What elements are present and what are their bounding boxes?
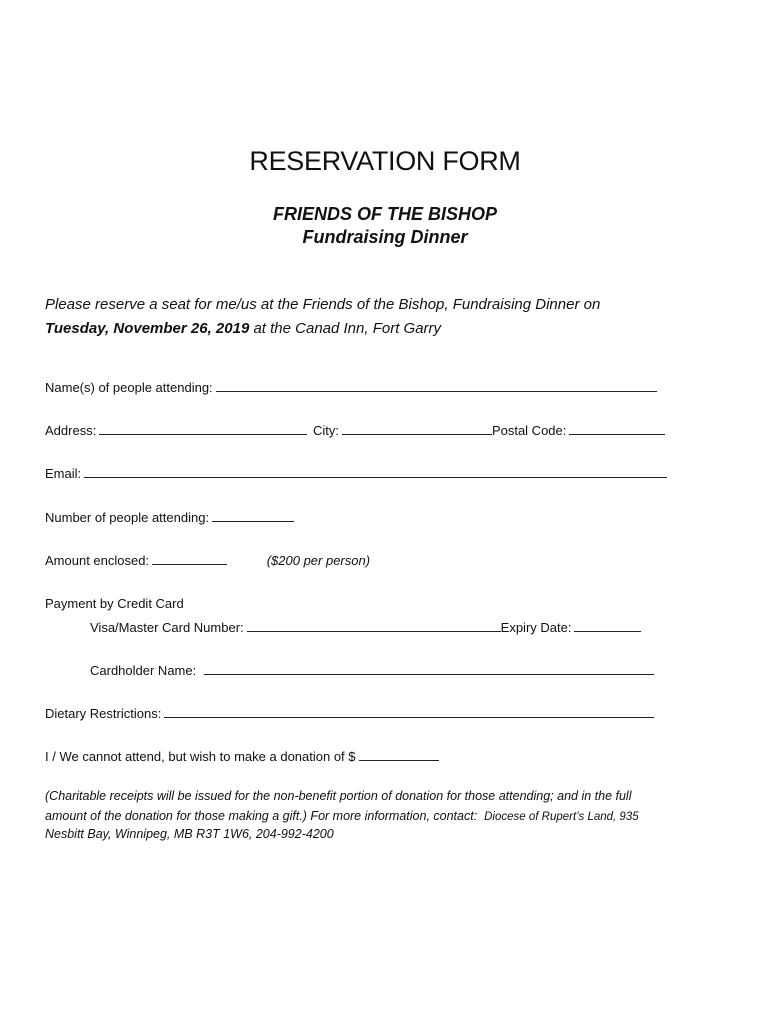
donation-row [45,748,439,764]
dietary-input-line[interactable] [164,705,654,718]
form-subtitle-dinner: Fundraising Dinner [302,227,468,247]
footer-note-line-1: (Charitable receipts will be issued for the non-benefit portion of donation for those attending; and in the full [45,789,632,803]
amount-label: Amount enclosed: [45,553,150,568]
address-label: Address: [45,423,97,438]
number-attending-label: Number of people attending: [45,510,210,525]
names-row [45,379,657,395]
dietary-label: Dietary Restrictions: [45,706,162,721]
card-number-input-line[interactable] [247,619,501,632]
donation-amount-input-line[interactable] [359,748,439,761]
payment-heading: Payment by Credit Card [45,596,184,611]
cardholder-row [90,662,654,678]
footer-note-gift-text: amount of the donation for those making a gift.) For more information, contact: [45,809,478,823]
card-number-label: Visa/Master Card Number: [90,620,244,635]
footer-note-line-2 [45,809,639,823]
expiry-date-label: Expiry Date: [500,620,572,635]
email-row [45,465,667,481]
names-label: Name(s) of people attending: [45,380,213,395]
dietary-row [45,705,654,721]
amount-row [45,552,370,568]
number-attending-input-line[interactable] [212,509,294,522]
address-row [45,422,665,438]
form-title: RESERVATION FORM [249,146,521,176]
names-input-line[interactable] [216,379,657,392]
donation-label: I / We cannot attend, but wish to make a donation of $ [45,749,356,764]
city-input-line[interactable] [342,422,492,435]
intro-line-2 [45,320,441,337]
amount-input-line[interactable] [152,552,227,565]
card-number-row [90,619,641,635]
email-input-line[interactable] [84,465,667,478]
postal-code-input-line[interactable] [569,422,665,435]
form-subtitle-event: FRIENDS OF THE BISHOP [272,204,497,224]
amount-per-person-note: ($200 per person) [266,553,371,568]
footer-note-line-3: Nesbitt Bay, Winnipeg, MB R3T 1W6, 204-992-4200 [45,827,334,841]
cardholder-input-line[interactable] [204,662,654,675]
intro-venue: at the Canad Inn, Fort Garry [249,320,442,337]
city-label: City: [312,423,339,438]
number-attending-row [45,509,294,525]
intro-date: Tuesday, November 26, 2019 [45,320,250,337]
email-label: Email: [45,466,82,481]
expiry-date-input-line[interactable] [574,619,641,632]
postal-code-label: Postal Code: [491,423,567,438]
address-input-line[interactable] [99,422,307,435]
cardholder-label: Cardholder Name: [90,663,197,678]
intro-line-1: Please reserve a seat for me/us at the Friends of the Bishop, Fundraising Dinner on [45,296,601,313]
footer-contact-org: Diocese of Rupert’s Land, 935 [484,811,639,823]
